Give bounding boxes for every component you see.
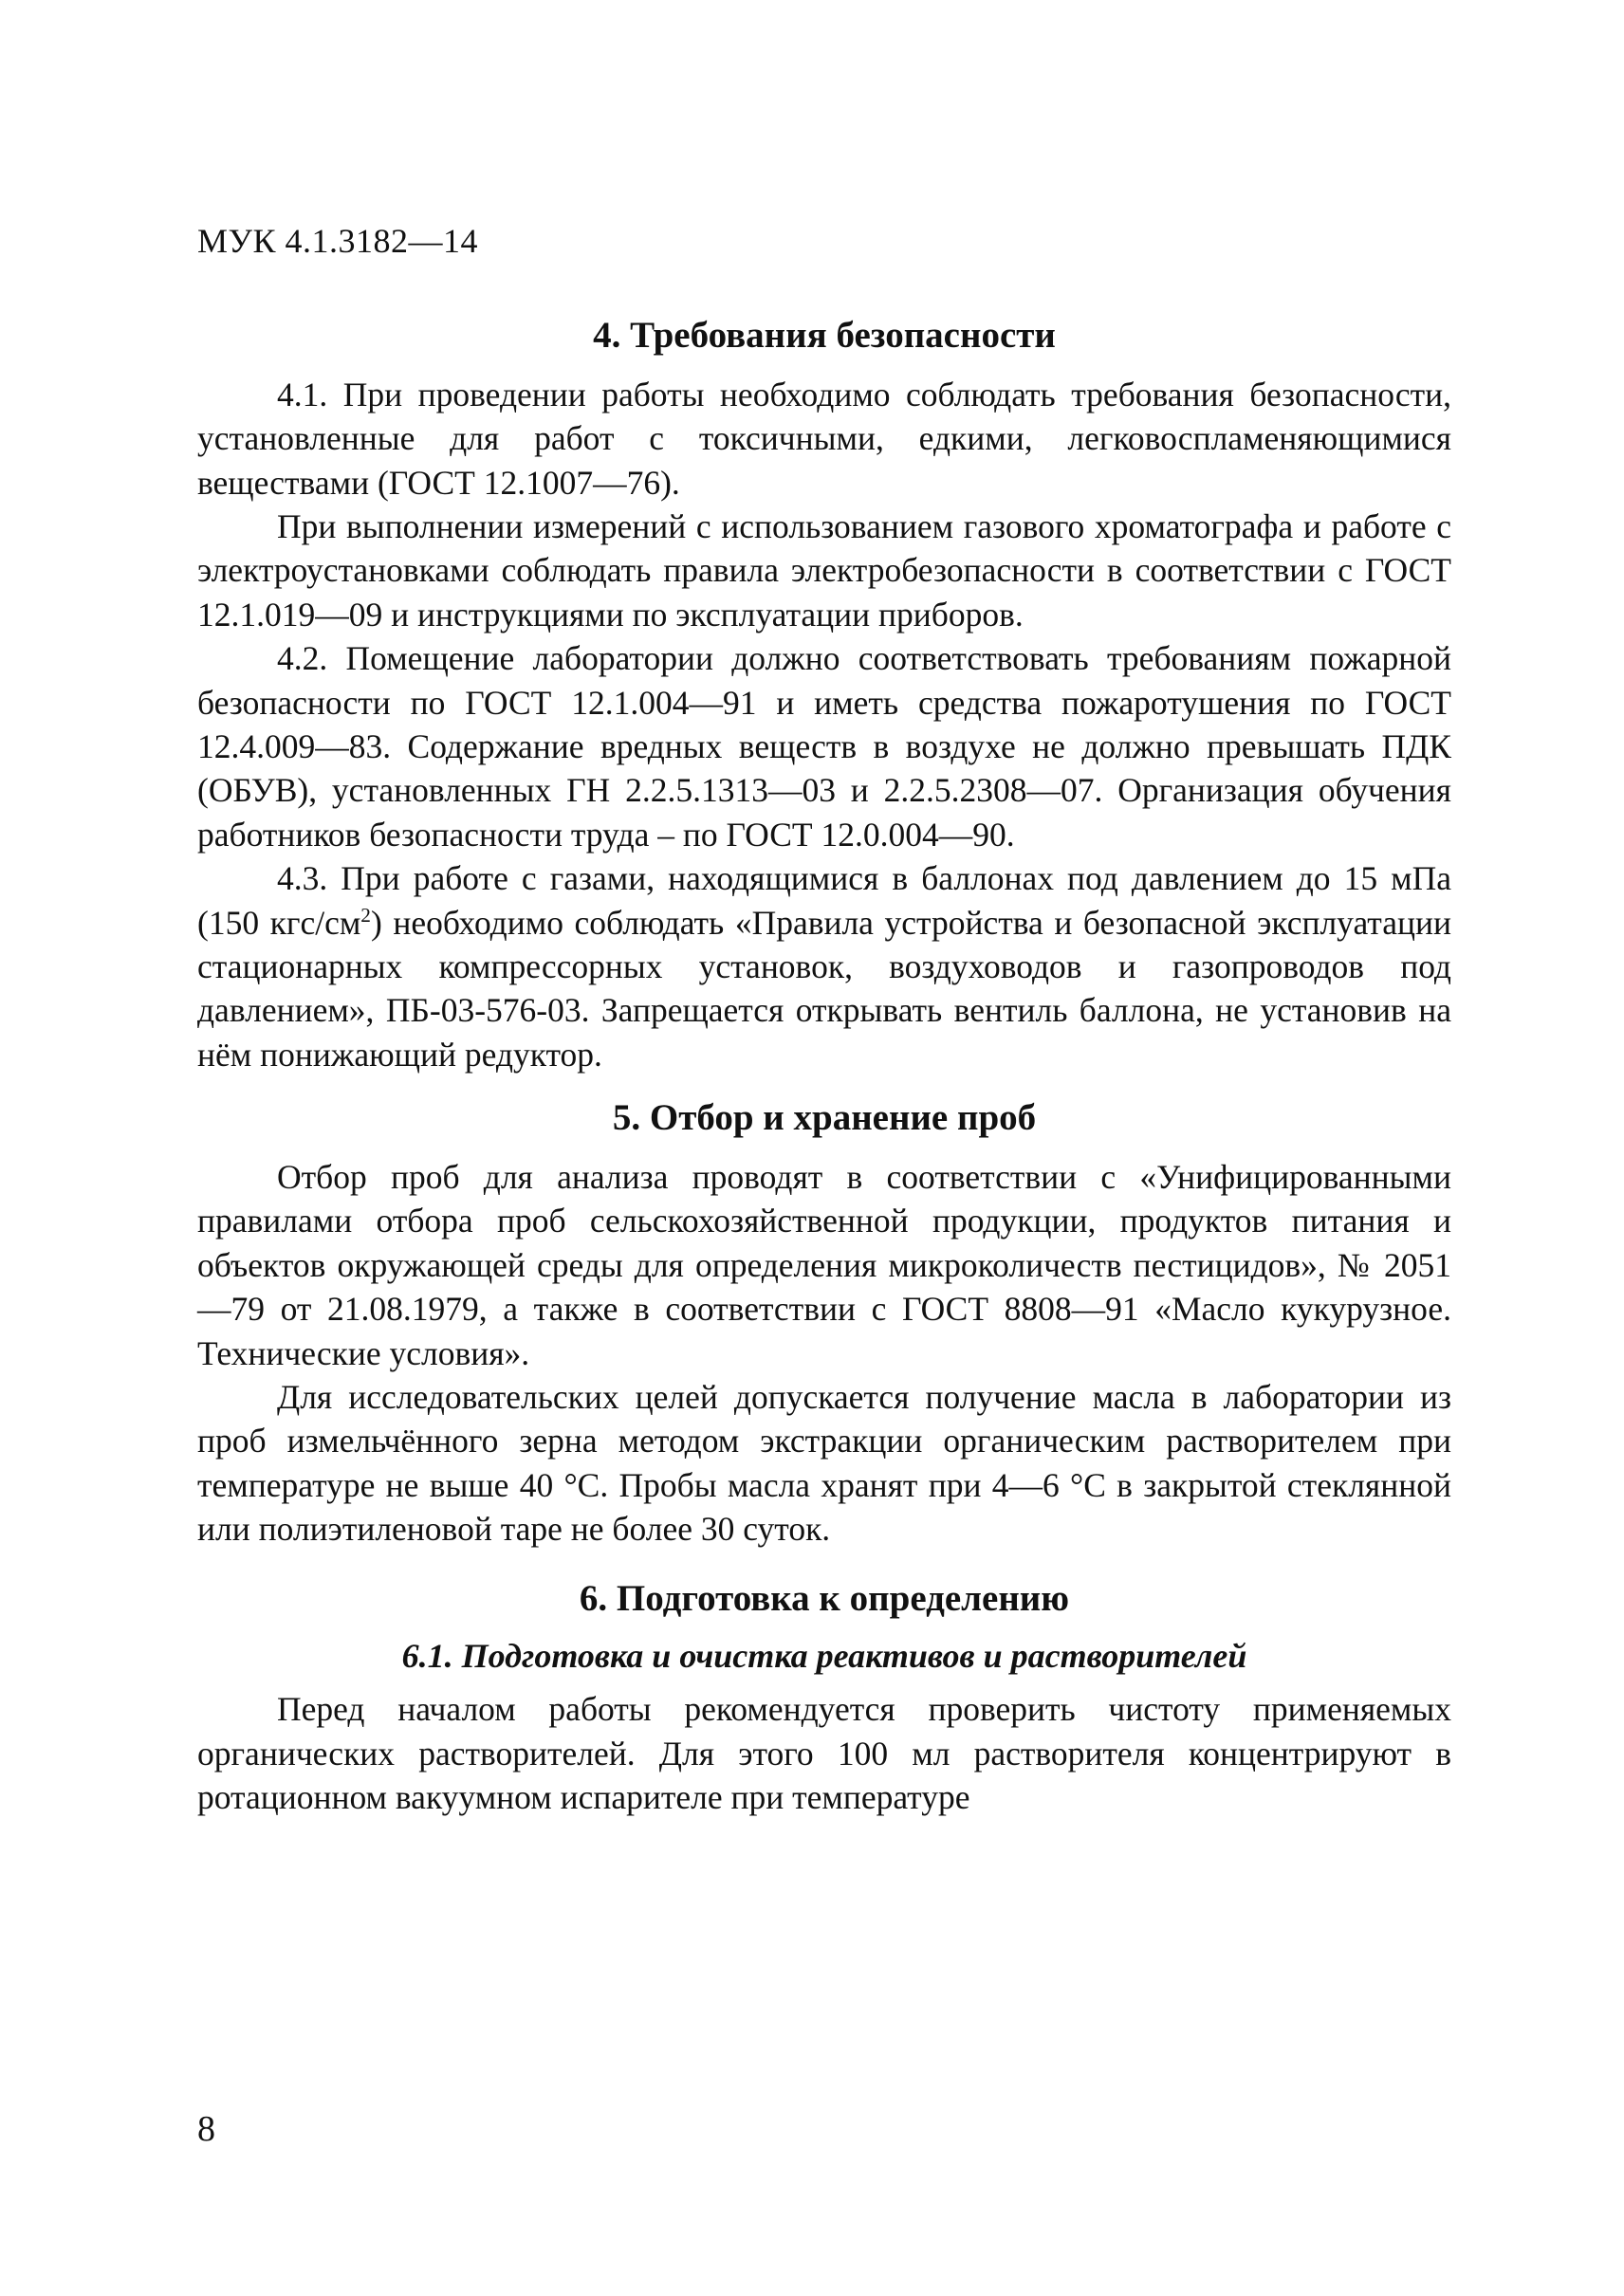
section-5-paragraph-1: Отбор проб для анализа проводят в соответствии с «Унифицированными правилами отбора проб сельскохозяйственной продукции, продуктов питания и объектов окружающей среды для определения микроколичеств пестицидов», № 2051—79 от 21.08.1979, а также в соответствии с ГОСТ 8808—91 «Масло кукурузное. Технические условия».: [197, 1158, 1451, 1372]
section-4-paragraph-electrical: При выполнении измерений с использованием газового хроматографа и работе с электроустановками соблюдать правила электробезопасности в соответствии с ГОСТ 12.1.019—09 и инструкциями по эксплуатации приборов.: [197, 506, 1451, 634]
paragraph-4-3-text-end: ) необходимо соблюдать «Правила устройства и безопасной эксплуатации стационарных компрессорных установок, воздуховодов и газопроводов под давлением», ПБ-03-576-03. Запрещается открывать вентиль баллона, не установив на нём понижающий редуктор.: [197, 903, 1451, 1074]
section-4-paragraph-4-3: [197, 856, 1451, 1076]
subsection-6-1-heading: 6.1. Подготовка и очистка реактивов и растворителей: [401, 1637, 1247, 1676]
section-6-paragraph-1: Перед началом работы рекомендуется проверить чистоту применяемых органических растворителей. Для этого 100 мл растворителя концентрируют в ротационном вакуумном испарителе при температуре: [197, 1690, 1451, 1817]
section-4-paragraph-4-1: 4.1. При проведении работы необходимо соблюдать требования безопасности, установленные для работ с токсичными, едкими, легковоспламеняющимися веществами (ГОСТ 12.1007—76).: [197, 375, 1451, 502]
paragraph-4-3-text-start: 4.3. При работе с газами, находящимися в баллонах под давлением до 15 мПа (150 кгс/см: [197, 859, 1451, 942]
running-header: МУК 4.1.3182—14: [197, 222, 479, 260]
section-4-heading: 4. Требования безопасности: [593, 315, 1056, 356]
section-5-paragraph-2: Для исследовательских целей допускается получение масла в лаборатории из проб измельчённого зерна методом экстракции органическим растворителем при температуре не выше 40 °С. Пробы масла хранят при 4—6 °С в закрытой стеклянной или полиэтиленовой таре не более 30 суток.: [197, 1378, 1451, 1549]
page-number: 8: [197, 2109, 215, 2149]
section-5-heading: 5. Отбор и хранение проб: [612, 1097, 1037, 1139]
superscript-2: 2: [360, 903, 371, 927]
page-content: [197, 313, 1451, 1820]
section-4-paragraph-4-2: 4.2. Помещение лаборатории должно соответствовать требованиям пожарной безопасности по ГОСТ 12.1.004—91 и иметь средства пожаротушения по ГОСТ 12.4.009—83. Содержание вредных веществ в воздухе не должно превышать ПДК (ОБУВ), установленных ГН 2.2.5.1313—03 и 2.2.5.2308—07. Организация обучения работников безопасности труда – по ГОСТ 12.0.004—90.: [197, 639, 1451, 854]
section-6-heading: 6. Подготовка к определению: [579, 1577, 1070, 1619]
